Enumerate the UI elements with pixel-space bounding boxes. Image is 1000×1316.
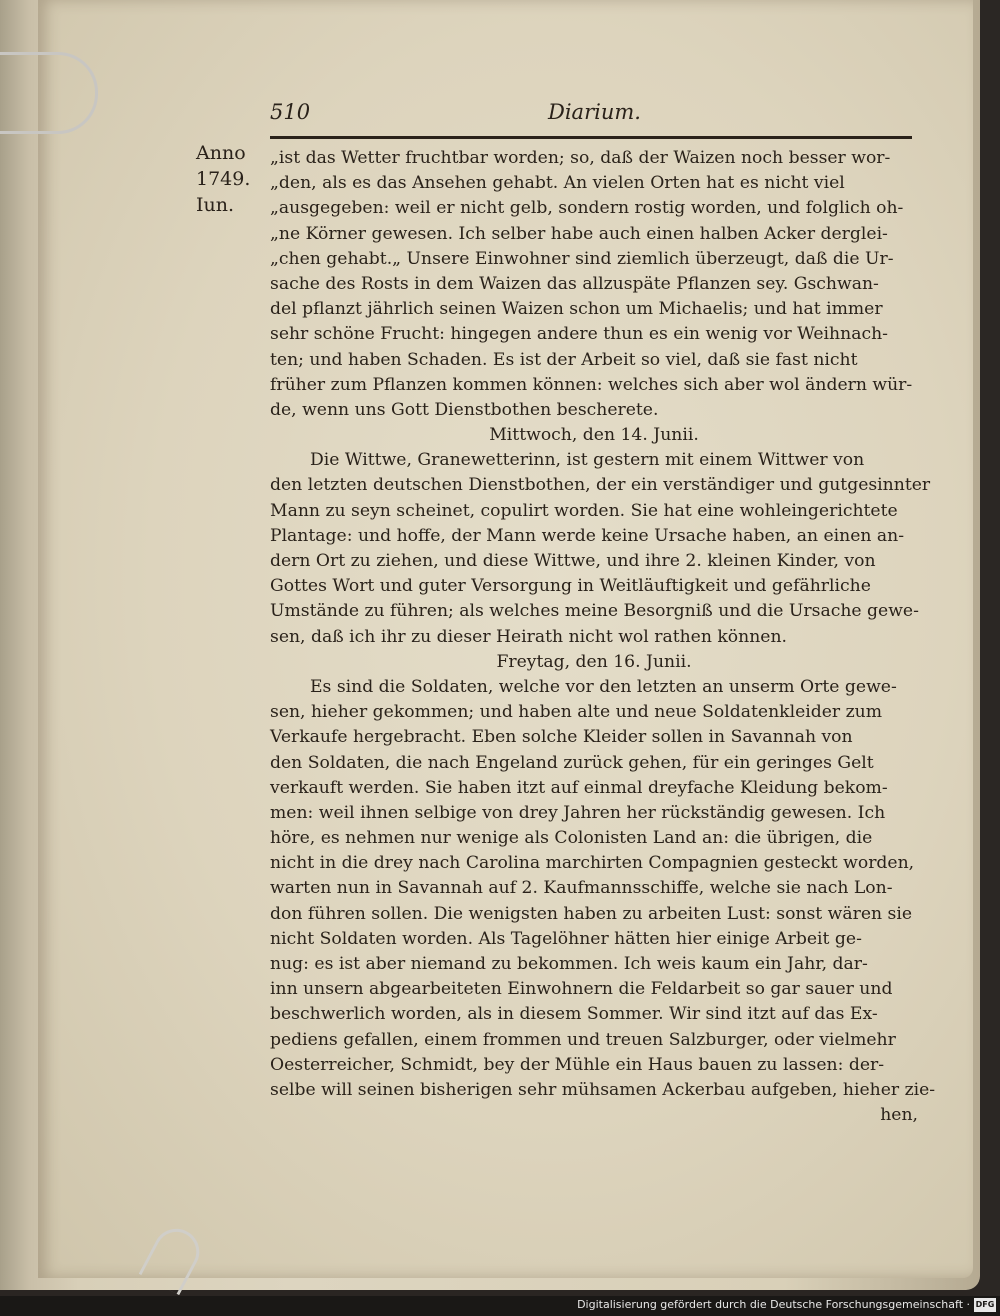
text-line: „den, als es das Ansehen gehabt. An vielen Orten hat es nicht viel: [270, 173, 845, 194]
header-rule: [270, 136, 912, 139]
margin-note-line: Anno: [196, 142, 246, 164]
footer-bar: [0, 1296, 1000, 1316]
text-line: den Soldaten, die nach Engeland zurück gehen, für ein geringes Gelt: [270, 752, 874, 773]
page-header: [270, 100, 910, 132]
text-line: Plantage: und hoffe, der Mann werde keine Ursache haben, an einen an-: [270, 525, 905, 546]
text-line: pediens gefallen, einem frommen und treuen Salzburger, oder vielmehr: [270, 1029, 896, 1050]
text-line: beschwerlich worden, als in diesem Sommer. Wir sind itzt auf das Ex-: [270, 1004, 878, 1025]
text-line: ten; und haben Schaden. Es ist der Arbeit so viel, daß sie fast nicht: [270, 349, 858, 370]
text-line: „ne Körner gewesen. Ich selber habe auch einen halben Acker derglei-: [270, 223, 888, 244]
text-line: Mann zu seyn scheinet, copulirt worden. Sie hat eine wohleingerichtete: [270, 500, 898, 521]
text-line: del pflanzt jährlich seinen Waizen schon um Michaelis; und hat immer: [270, 299, 883, 320]
margin-note-line: Iun.: [196, 194, 235, 216]
text-line: hen,: [880, 1105, 918, 1126]
margin-note-line: 1749.: [196, 168, 251, 190]
text-line: Gottes Wort und guter Versorgung in Weitläuftigkeit und gefährliche: [270, 576, 871, 597]
dfg-logo: DFG: [974, 1298, 996, 1312]
text-line: „ist das Wetter fruchtbar worden; so, daß der Waizen noch besser wor-: [270, 148, 891, 168]
body-text: [270, 146, 936, 1128]
running-title: Diarium.: [548, 100, 641, 124]
text-line: inn unsern abgearbeiteten Einwohnern die Feldarbeit so gar sauer und: [270, 979, 893, 1000]
margin-note: [196, 140, 258, 218]
text-line: selbe will seinen bisherigen sehr mühsamen Ackerbau aufgeben, hieher zie-: [270, 1079, 936, 1100]
text-line: „chen gehabt.„ Unsere Einwohner sind ziemlich überzeugt, daß die Ur-: [270, 248, 894, 269]
text-line: nicht in die drey nach Carolina marchirten Compagnien gesteckt worden,: [270, 853, 915, 874]
text-line: sehr schöne Frucht: hingegen andere thun es ein wenig vor Weihnach-: [270, 324, 888, 345]
text-line: sen, hieher gekommen; und haben alte und neue Soldatenkleider zum: [270, 702, 883, 723]
text-line: warten nun in Savannah auf 2. Kaufmannsschiffe, welche sie nach Lon-: [270, 878, 893, 899]
text-line: Umstände zu führen; als welches meine Besorgniß und die Ursache gewe-: [270, 601, 919, 622]
text-line: „ausgegeben: weil er nicht gelb, sondern rostig worden, und folglich oh-: [270, 198, 904, 219]
text-line: Die Wittwe, Granewetterinn, ist gestern mit einem Wittwer von: [310, 450, 865, 471]
text-line: den letzten deutschen Dienstbothen, der ein verständiger und gutgesinnter: [270, 475, 931, 496]
date-heading: Mittwoch, den 14. Junii.: [489, 425, 699, 446]
text-line: früher zum Pflanzen kommen können: welches sich aber wol ändern wür-: [270, 374, 913, 395]
text-line: höre, es nehmen nur wenige als Colonisten Land an: die übrigen, die: [270, 828, 873, 849]
text-line: Verkaufe hergebracht. Eben solche Kleider sollen in Savannah von: [270, 727, 853, 748]
page-number: 510: [270, 100, 311, 124]
text-line: dern Ort zu ziehen, und diese Wittwe, und ihre 2. kleinen Kinder, von: [270, 551, 876, 571]
footer-credit: Digitalisierung gefördert durch die Deutsche Forschungsgemeinschaft ·: [577, 1298, 970, 1311]
text-line: sen, daß ich ihr zu dieser Heirath nicht wol rathen können.: [270, 626, 787, 647]
text-line: verkauft werden. Sie haben itzt auf einmal dreyfache Kleidung bekom-: [270, 777, 888, 798]
text-line: men: weil ihnen selbige von drey Jahren her rückständig gewesen. Ich: [270, 802, 886, 823]
paper-clip-top: [0, 52, 98, 134]
scanner-edge: [980, 0, 1000, 1296]
text-line: Oesterreicher, Schmidt, bey der Mühle ein Haus bauen zu lassen: der-: [270, 1054, 885, 1075]
text-line: nicht Soldaten worden. Als Tagelöhner hätten hier einige Arbeit ge-: [270, 928, 862, 949]
text-line: don führen sollen. Die wenigsten haben zu arbeiten Lust: sonst wären sie: [270, 903, 913, 924]
text-line: Es sind die Soldaten, welche vor den letzten an unserm Orte gewe-: [310, 676, 897, 697]
date-heading: Freytag, den 16. Junii.: [496, 651, 692, 672]
text-line: de, wenn uns Gott Dienstbothen bescherete.: [270, 399, 659, 420]
text-line: sache des Rosts in dem Waizen das allzuspäte Pflanzen sey. Gschwan-: [270, 273, 879, 294]
text-line: nug: es ist aber niemand zu bekommen. Ich weis kaum ein Jahr, dar-: [270, 954, 868, 974]
